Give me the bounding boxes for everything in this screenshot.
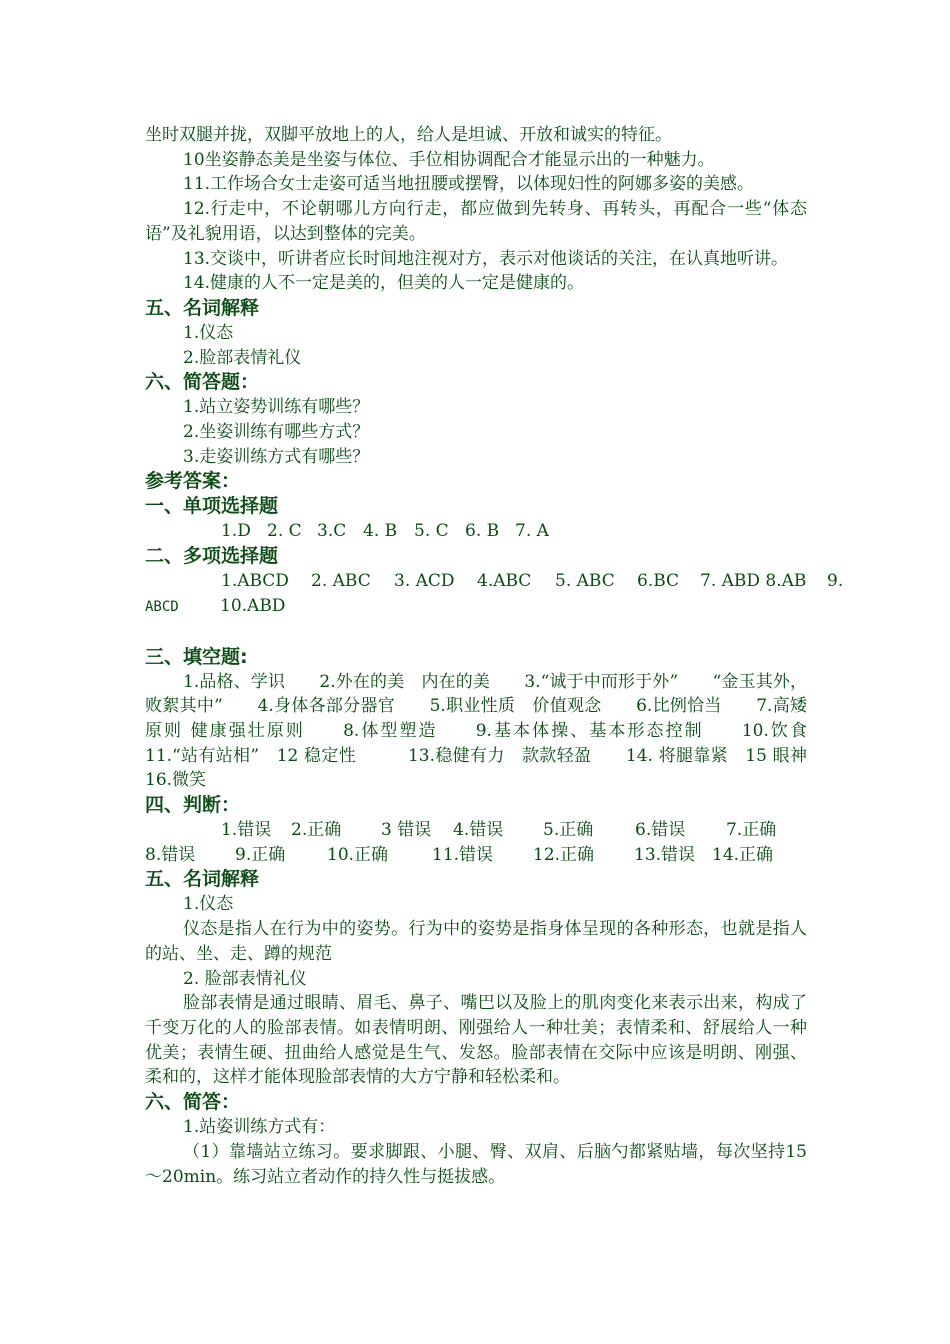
answers-title: 参考答案： [145,470,241,493]
section-heading: 二、多项选择题 [145,545,279,568]
term-title: 2. 脸部表情礼仪 [183,968,307,989]
answer-item: 2.正确 [291,820,342,841]
answer-item: 1.错误 [221,820,272,841]
paragraph: 坐时双腿并拢，双脚平放地上的人，给人是坦诚、开放和诚实的特征。 [145,125,672,145]
answer-item: 3.C [317,521,347,542]
answer-item: 9. [827,571,844,592]
answer-row [145,818,807,843]
question-item: 3.走姿训练方式有哪些？ [183,446,370,467]
term-definition: 仪态是指人在行为中的姿势。行为中的姿势是指身体呈现的各种形态，也就是指人的站、坐、走、蹲的规范 [145,919,807,964]
answer-item: 14.正确 [712,844,774,865]
document-page [145,123,844,1189]
fill-answers: 1.品格、学识 2.外在的美 内在的美 3.“诚于中而形于外” “金玉其外，败絮其中” 4.身体各部分器官 5.职业性质 价值观念 6.比例恰当 7.高矮原则 健康强壮原则 8.体型塑造 9.基本体操、基本形态控制 10.饮食 11.“站有站相” 12 稳定性 13.稳健有力 款款轻盈 14. 将腿靠紧 15 眼神 16.微笑 [145,671,841,791]
answer-item: 7. ABD 8.AB [700,571,807,592]
answer-item: 4.错误 [453,820,504,841]
answer-item: 1.D [221,521,251,542]
judgment-item-13: 13.交谈中，听讲者应长时间地注视对方，表示对他谈话的关注，在认真地听讲。 [183,248,789,269]
answer-item: 5.正确 [543,820,594,841]
answer-item: 4. B [363,521,398,542]
section-heading: 五、名词解释 [145,296,260,319]
section-heading: 六、简答： [145,1091,241,1114]
answer-item: 11.错误 [432,844,494,865]
term-title: 1.仪态 [183,894,234,915]
answer-item: 3. ACD [394,571,455,592]
answer-item: 1.ABCD [221,571,289,592]
answer-item: 4.ABC [477,571,532,592]
answer-row [145,594,807,620]
answer-item: 10.ABD [220,595,286,616]
judgment-item-14: 14.健康的人不一定是美的，但美的人一定是健康的。 [183,273,585,294]
answer-row [145,569,844,594]
answer-item: 7.正确 [726,820,777,841]
answer-item: 5. ABC [555,571,615,592]
section-heading: 五、名词解释 [145,868,260,891]
answer-item: 12.正确 [533,844,595,865]
answer-item: 6.错误 [635,820,686,841]
answer-item: 2. C [267,521,302,542]
section-heading: 一、单项选择题 [145,495,279,518]
answer-body: （1）靠墙站立练习。要求脚跟、小腿、臀、双肩、后脑勺都紧贴墙，每次坚持15～20min。练习站立者动作的持久性与挺拔感。 [145,1141,807,1187]
term-item: 2.脸部表情礼仪 [183,347,302,368]
question-item: 1.站立姿势训练有哪些？ [183,397,370,418]
question-item: 2.坐姿训练有哪些方式？ [183,422,370,443]
answer-item: 10.正确 [327,844,389,865]
judgment-item-11: 11.工作场合女士走姿可适当地扭腰或摆臀，以体现妇性的阿娜多姿的美感。 [183,174,755,195]
answer-item: 2. ABC [311,571,371,592]
answer-item: ABCD [145,598,179,615]
answer-item: 6.BC [637,571,680,592]
answer-item: 6. B [465,521,500,542]
term-definition: 脸部表情是通过眼睛、眉毛、鼻子、嘴巴以及脸上的肌肉变化来表示出来，构成了千变万化的人的脸部表情。如表情明朗、刚强给人一种壮美；表情柔和、舒展给人一种优美；表情生硬、扭曲给人感觉是生气、发怒。脸部表情在交际中应该是明朗、刚强、柔和的，这样才能体现脸部表情的大方宁静和轻松柔和。 [145,993,807,1088]
answer-title: 1.站姿训练方式有： [183,1117,336,1138]
answer-item: 7. A [515,521,549,542]
term-item: 1.仪态 [183,322,234,343]
section-heading: 六、简答题： [145,371,260,394]
answer-row [145,843,807,868]
answer-item: 13.错误 [634,844,696,865]
section-heading: 三、填空题: [145,645,248,668]
judgment-item-10: 10坐姿静态美是坐姿与体位、手位相协调配合才能显示出的一种魅力。 [183,149,715,170]
section-heading: 四、判断： [145,794,241,817]
answer-row [145,519,807,544]
judgment-item-12: 12.行走中，不论朝哪儿方向行走，都应做到先转身、再转头，再配合一些“体态语”及礼貌用语，以达到整体的完美。 [145,199,807,244]
blank-line [145,620,807,645]
answer-item: 5. C [414,521,449,542]
answer-item: 8.错误 [145,844,196,865]
answer-item: 9.正确 [235,844,286,865]
answer-item: 3 错误 [381,820,432,841]
